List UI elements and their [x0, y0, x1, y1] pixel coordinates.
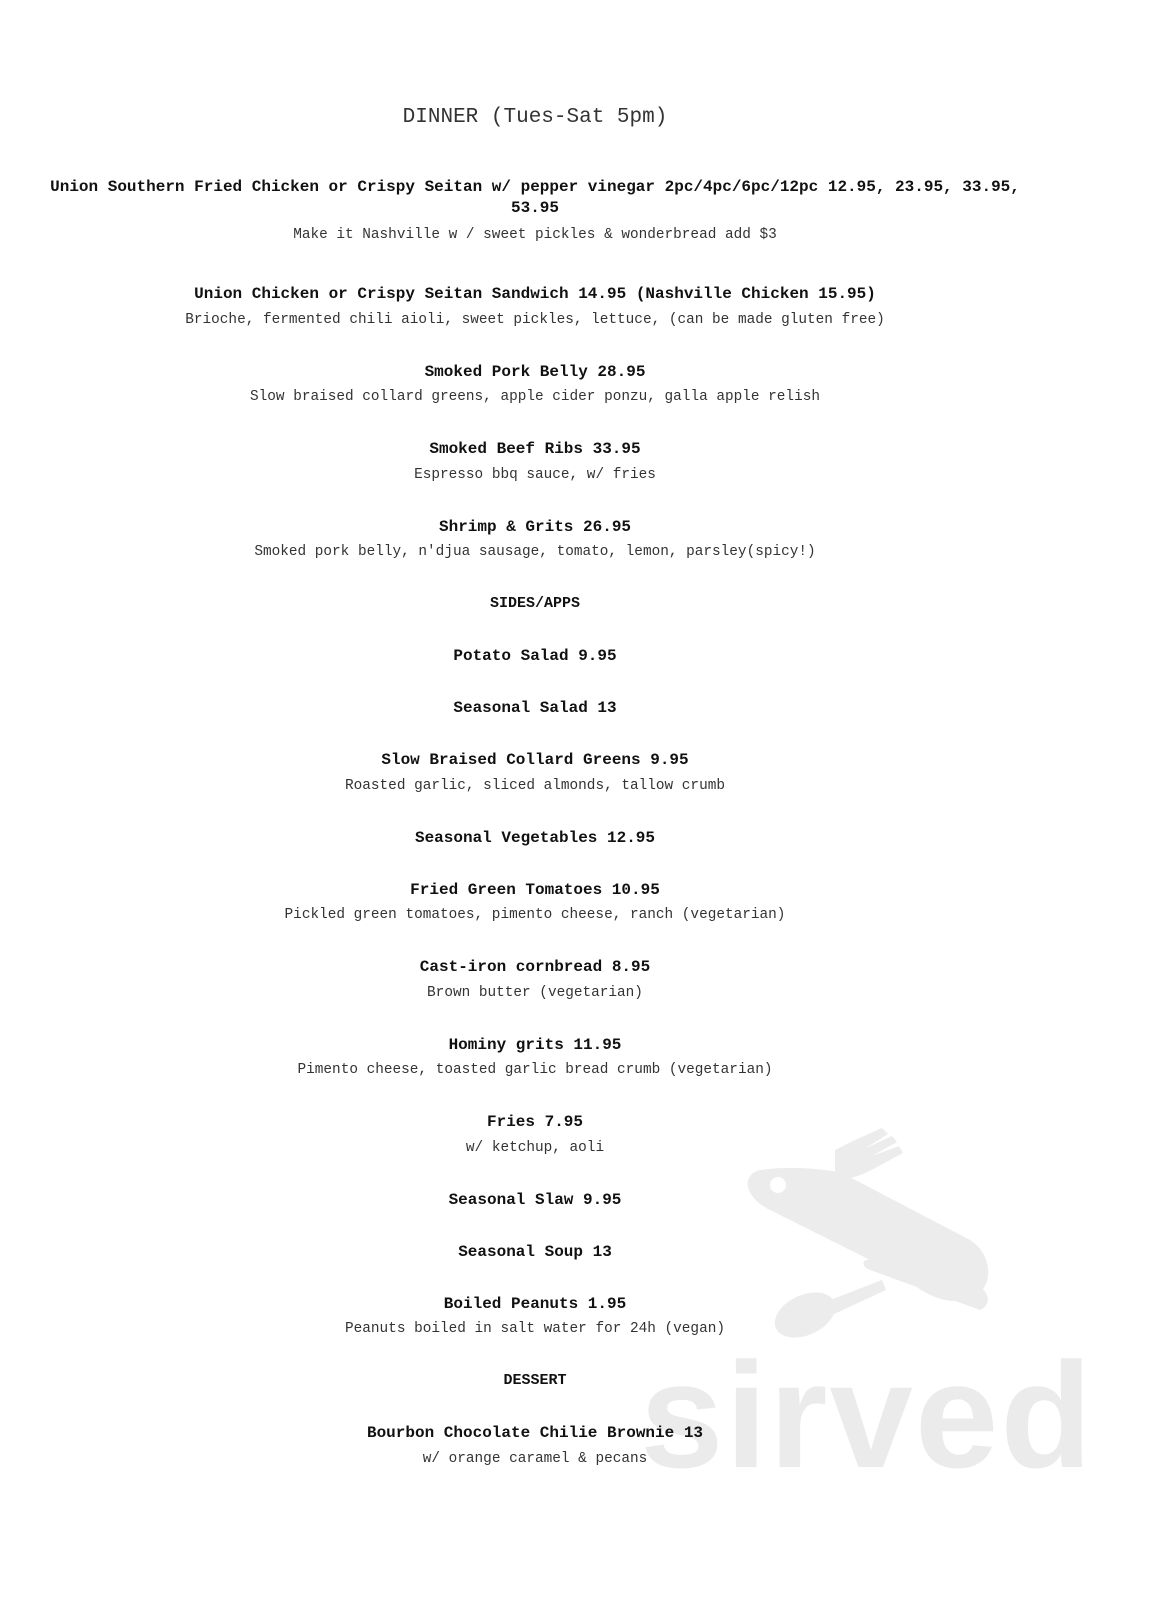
- menu-item-description: Brioche, fermented chili aioli, sweet pickles, lettuce, (can be made gluten free): [185, 312, 885, 328]
- menu-item-description: Pickled green tomatoes, pimento cheese, ranch (vegetarian): [284, 907, 786, 923]
- menu-item-description: Smoked pork belly, n'djua sausage, tomato, lemon, parsley(spicy!): [254, 544, 816, 560]
- menu-item-name: Smoked Pork Belly 28.95: [424, 363, 646, 381]
- section-header-dessert: DESSERT: [503, 1372, 567, 1389]
- menu-item-name: Union Chicken or Crispy Seitan Sandwich 14.95 (Nashville Chicken 15.95): [194, 285, 876, 303]
- menu-item-name: Bourbon Chocolate Chilie Brownie 13: [366, 1424, 704, 1442]
- menu-item-description: w/ ketchup, aoli: [465, 1140, 605, 1156]
- menu-item-description: Espresso bbq sauce, w/ fries: [414, 467, 656, 483]
- menu-item-name: Potato Salad 9.95: [453, 647, 617, 665]
- menu-item-description: Make it Nashville w / sweet pickles & wonderbread add $3: [293, 227, 777, 243]
- menu-item-name-continued: 53.95: [510, 199, 559, 217]
- menu-item-name: Seasonal Slaw 9.95: [448, 1191, 622, 1209]
- menu-item-description: Peanuts boiled in salt water for 24h (vegan): [345, 1321, 725, 1337]
- menu-item-name: Seasonal Salad 13: [453, 699, 617, 717]
- menu-item-description: Pimento cheese, toasted garlic bread crumb (vegetarian): [297, 1062, 773, 1078]
- menu-item-name: Fried Green Tomatoes 10.95: [410, 881, 660, 899]
- menu-item-description: w/ orange caramel & pecans: [422, 1451, 648, 1467]
- menu-item-name: Fries 7.95: [486, 1113, 583, 1131]
- menu-item-name: Hominy grits 11.95: [448, 1036, 622, 1054]
- menu-item-description: Roasted garlic, sliced almonds, tallow crumb: [345, 778, 725, 794]
- menu-item-name: Smoked Beef Ribs 33.95: [429, 440, 641, 458]
- menu-item-name: Cast-iron cornbread 8.95: [419, 958, 651, 976]
- menu-title: DINNER (Tues-Sat 5pm): [402, 106, 668, 129]
- menu-item-name: Slow Braised Collard Greens 9.95: [381, 751, 689, 769]
- menu-item-name: Seasonal Soup 13: [458, 1243, 612, 1261]
- menu-item-description: Brown butter (vegetarian): [427, 985, 643, 1001]
- menu-item-name: Union Southern Fried Chicken or Crispy Seitan w/ pepper vinegar 2pc/4pc/6pc/12pc 12.95, 23.95, 33.95,: [50, 178, 1020, 196]
- watermark-text: sirved: [640, 1331, 1094, 1499]
- section-header-sides: SIDES/APPS: [489, 595, 580, 612]
- menu-item-name: Seasonal Vegetables 12.95: [414, 829, 656, 847]
- menu-item-name: Boiled Peanuts 1.95: [443, 1295, 627, 1313]
- menu-item-name: Shrimp & Grits 26.95: [438, 518, 632, 536]
- menu-item-description: Slow braised collard greens, apple cider ponzu, galla apple relish: [250, 389, 820, 405]
